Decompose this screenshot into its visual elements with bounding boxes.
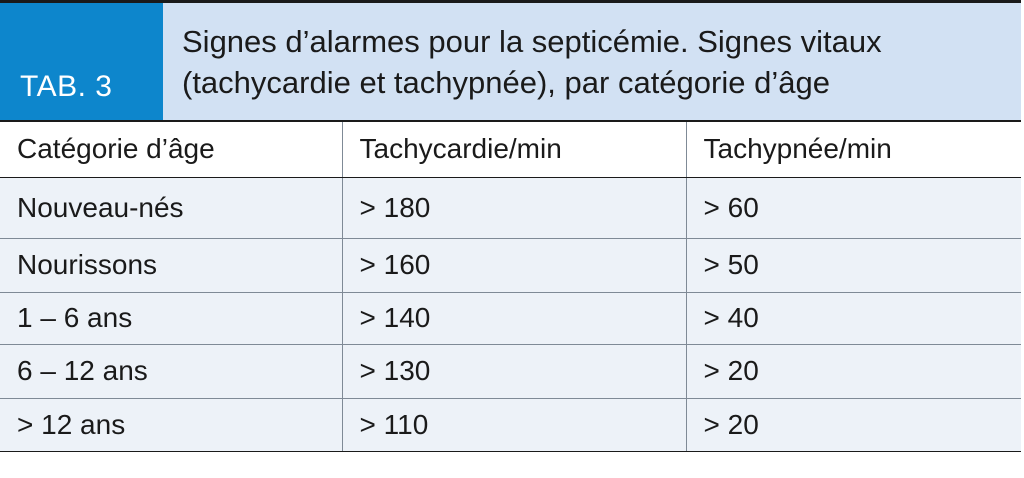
cell-tachycardia: > 130 [342,344,686,398]
cell-tachycardia: > 180 [342,177,686,238]
cell-age-category: Nouveau-nés [0,177,342,238]
table-row [0,292,1021,344]
column-header-tachycardia: Tachycardie/min [342,122,686,177]
cell-age-category: 6 – 12 ans [0,344,342,398]
table-row [0,177,1021,238]
cell-tachycardia: > 140 [342,292,686,344]
table-row [0,344,1021,398]
cell-tachypnea: > 60 [686,177,1021,238]
table-row [0,238,1021,292]
cell-tachypnea: > 20 [686,344,1021,398]
table-number-badge [0,3,163,120]
table-number-label: TAB. 3 [20,70,113,103]
cell-tachypnea: > 50 [686,238,1021,292]
table-title: Signes d’alarmes pour la septicémie. Signes vitaux (tachycardie et tachypnée), par catégorie d’âge [182,23,882,100]
table-header [0,3,1021,122]
vital-signs-table [0,122,1021,451]
cell-tachypnea: > 20 [686,398,1021,451]
cell-tachycardia: > 110 [342,398,686,451]
cell-age-category: > 12 ans [0,398,342,451]
cell-age-category: Nourissons [0,238,342,292]
column-header-age-category: Catégorie d’âge [0,122,342,177]
cell-age-category: 1 – 6 ans [0,292,342,344]
table-title-box [163,3,1021,120]
cell-tachypnea: > 40 [686,292,1021,344]
table-row [0,398,1021,451]
cell-tachycardia: > 160 [342,238,686,292]
column-header-row [0,122,1021,177]
column-header-tachypnea: Tachypnée/min [686,122,1021,177]
